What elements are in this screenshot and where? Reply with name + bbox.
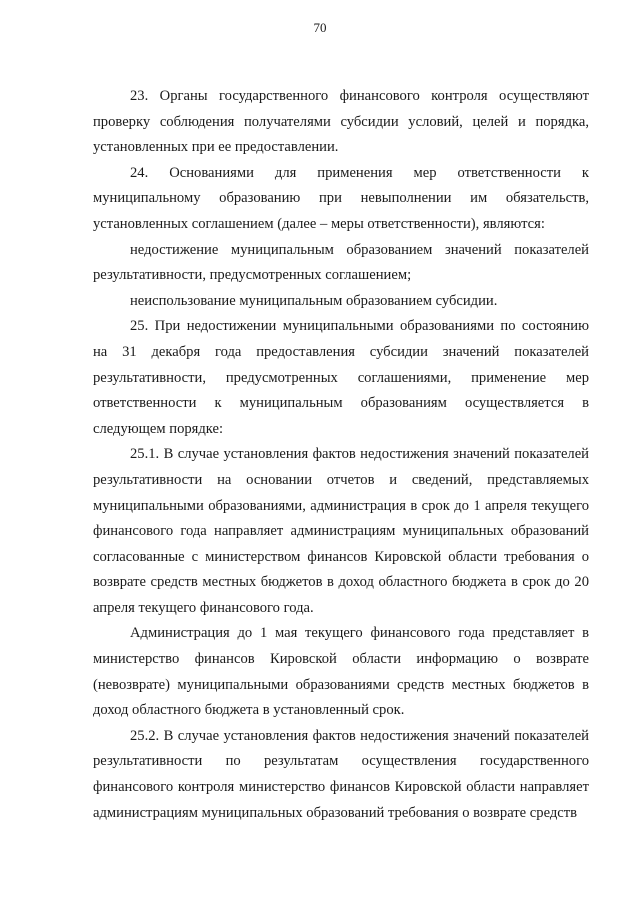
paragraph-25-1: 25.1. В случае установления фактов недостижения значений показателей результативности на основании отчетов и сведений, представляемых муниципальными образованиями, администрация в срок до 1 апреля текущего финансового года направляет администрациям муниципальных образований согласованные с министерством финансов Кировской области требования о возврате средств местных бюджетов в доход областного бюджета в срок до 20 апреля текущего финансового года. — [93, 446, 589, 616]
paragraph-25-1-continued: Администрация до 1 мая текущего финансового года представляет в министерство финансов Кировской области информацию о возврате (невозврате) муниципальными образованиями средств местных бюджетов в доход областного бюджета в установленный срок. — [93, 625, 589, 719]
paragraph-24-item-2: неиспользование муниципальным образованием субсидии. — [130, 292, 498, 309]
paragraph-24-item-1: недостижение муниципальным образованием значений показателей результативности, предусмотренных соглашением; — [93, 241, 589, 284]
paragraph-25: 25. При недостижении муниципальными образованиями по состоянию на 31 декабря года предоставления субсидии значений показателей результативности, предусмотренных соглашениями, применение мер ответственности к муниципальным образованиям осуществляется в следующем порядке: — [93, 318, 589, 437]
paragraph-25-2: 25.2. В случае установления фактов недостижения значений показателей результативности по результатам осуществления государственного финансового контроля министерство финансов Кировской области направляет администрациям муниципальных образований требования о возврате средств — [93, 727, 589, 821]
paragraph-23: 23. Органы государственного финансового контроля осуществляют проверку соблюдения получателями субсидии условий, целей и порядка, установленных при ее предоставлении. — [93, 88, 589, 156]
page-number: 70 — [313, 20, 327, 35]
document-body — [93, 84, 589, 826]
paragraph-24: 24. Основаниями для применения мер ответственности к муниципальному образованию при невыполнении им обязательств, установленных соглашением (далее – меры ответственности), являются: — [93, 164, 589, 232]
